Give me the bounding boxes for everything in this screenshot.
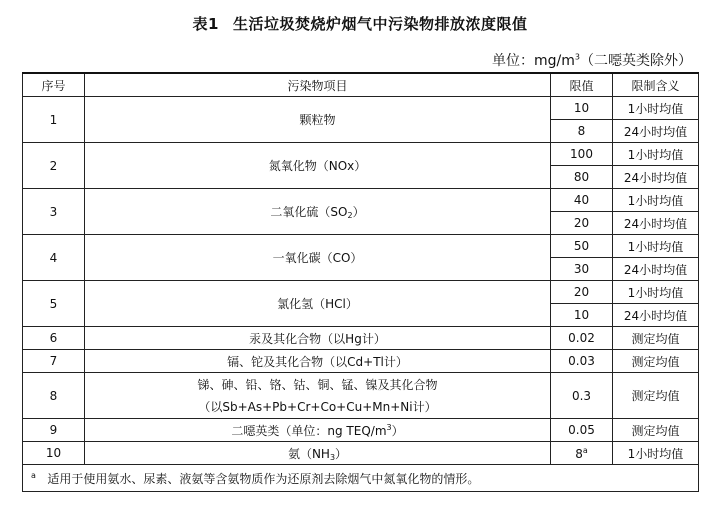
row-no: 5 [23, 281, 85, 327]
row-meaning: 测定均值 [613, 373, 699, 419]
row-value: 0.3 [551, 373, 613, 419]
header-meaning: 限制含义 [613, 73, 699, 97]
row-value [551, 442, 613, 465]
table-number: 表1 [192, 15, 219, 33]
row-meaning: 24小时均值 [613, 120, 699, 143]
row-meaning: 1小时均值 [613, 281, 699, 304]
row-value: 20 [551, 212, 613, 235]
row-value: 100 [551, 143, 613, 166]
item-text-end: ） [391, 423, 404, 438]
table-note-row [23, 465, 699, 492]
row-meaning: 24小时均值 [613, 166, 699, 189]
row-no: 1 [23, 97, 85, 143]
row-meaning: 1小时均值 [613, 235, 699, 258]
note-mark: a [31, 470, 36, 480]
header-item: 污染物项目 [85, 73, 551, 97]
table-title [0, 13, 720, 34]
item-subscript: 2 [347, 211, 353, 220]
item-text-end: ） [335, 446, 348, 461]
item-line-2: （以Sb+As+Pb+Cr+Co+Cu+Mn+Ni计） [198, 399, 437, 414]
row-no: 6 [23, 327, 85, 350]
footnote-mark: a [582, 445, 588, 455]
table-note [23, 465, 699, 492]
row-meaning: 24小时均值 [613, 258, 699, 281]
row-meaning: 24小时均值 [613, 212, 699, 235]
unit-suffix: （二噁英类除外） [580, 53, 692, 69]
unit-prefix: 单位：mg/m [492, 53, 575, 69]
row-value: 0.03 [551, 350, 613, 373]
row-no: 4 [23, 235, 85, 281]
row-meaning: 1小时均值 [613, 442, 699, 465]
table-row [23, 97, 699, 120]
row-no: 10 [23, 442, 85, 465]
row-meaning: 测定均值 [613, 327, 699, 350]
table-row [23, 350, 699, 373]
row-no: 3 [23, 189, 85, 235]
row-value: 50 [551, 235, 613, 258]
row-item: 氮氧化物（NOx） [85, 143, 551, 189]
row-value: 0.02 [551, 327, 613, 350]
row-meaning: 1小时均值 [613, 97, 699, 120]
row-item [85, 419, 551, 442]
header-no: 序号 [23, 73, 85, 97]
row-meaning: 1小时均值 [613, 143, 699, 166]
item-subscript: 3 [329, 452, 336, 462]
item-superscript: 3 [386, 422, 392, 432]
item-text: 氨（NH [287, 446, 330, 461]
note-text: 适用于使用氨水、尿素、液氨等含氨物质作为还原剂去除烟气中氮氧化物的情形。 [47, 471, 480, 486]
row-item [85, 442, 551, 465]
table-row [23, 327, 699, 350]
row-value: 20 [551, 281, 613, 304]
emission-limits-table [22, 72, 699, 492]
header-limit: 限值 [551, 73, 613, 97]
row-item [85, 373, 551, 419]
row-value: 0.05 [551, 419, 613, 442]
table-row [23, 373, 699, 419]
row-meaning: 测定均值 [613, 350, 699, 373]
table-title-text: 生活垃圾焚烧炉烟气中污染物排放浓度限值 [232, 15, 528, 33]
row-value: 10 [551, 97, 613, 120]
table-row [23, 281, 699, 304]
row-value: 8 [551, 120, 613, 143]
table-row [23, 235, 699, 258]
row-item: 镉、铊及其化合物（以Cd+Tl计） [85, 350, 551, 373]
row-item [85, 189, 551, 235]
table-row [23, 442, 699, 465]
row-no: 2 [23, 143, 85, 189]
row-value: 10 [551, 304, 613, 327]
row-value: 30 [551, 258, 613, 281]
row-no: 8 [23, 373, 85, 419]
row-item: 汞及其化合物（以Hg计） [85, 327, 551, 350]
row-no: 9 [23, 419, 85, 442]
row-meaning: 1小时均值 [613, 189, 699, 212]
unit-sup: 3 [574, 52, 580, 62]
unit-label [492, 50, 692, 70]
table-row [23, 143, 699, 166]
item-line-1: 锑、砷、铅、铬、钴、铜、锰、镍及其化合物 [197, 377, 438, 392]
row-no: 7 [23, 350, 85, 373]
row-item: 氯化氢（HCl） [85, 281, 551, 327]
value-text: 8 [575, 446, 583, 461]
item-text: 二氧化硫（SO [270, 205, 348, 219]
table-row [23, 189, 699, 212]
row-item: 一氧化碳（CO） [85, 235, 551, 281]
row-meaning: 24小时均值 [613, 304, 699, 327]
row-value: 40 [551, 189, 613, 212]
table-row [23, 419, 699, 442]
row-value: 80 [551, 166, 613, 189]
row-item: 颗粒物 [85, 97, 551, 143]
item-text-end: ） [352, 205, 365, 219]
row-meaning: 测定均值 [613, 419, 699, 442]
item-text: 二噁英类（单位：ng TEQ/m [231, 423, 387, 438]
